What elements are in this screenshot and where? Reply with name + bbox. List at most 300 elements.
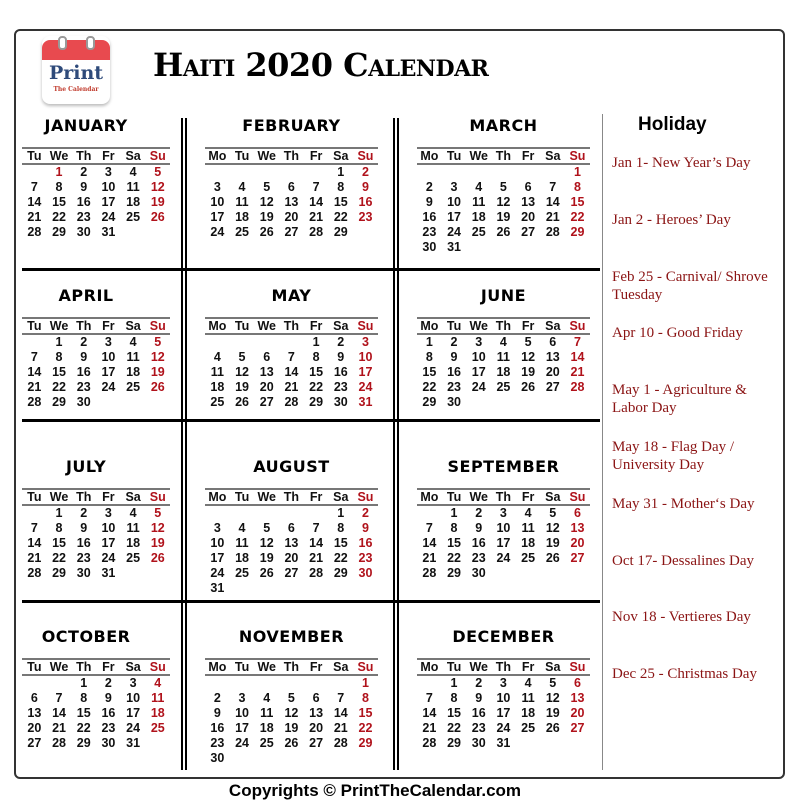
day-cell: 31 xyxy=(101,566,116,580)
day-cell: 3 xyxy=(129,676,137,690)
day-cell: 11 xyxy=(521,691,535,705)
week-row xyxy=(417,195,590,210)
day-cell: 22 xyxy=(333,551,348,565)
day-cell: 3 xyxy=(213,180,221,194)
day-cell: 30 xyxy=(101,736,116,750)
weekday-label: We xyxy=(47,491,72,506)
weekday-header xyxy=(205,491,378,506)
day-cell: 18 xyxy=(496,365,511,379)
day-cell: 24 xyxy=(496,721,511,735)
holiday-item: May 18 - Flag Day / University Day xyxy=(612,439,735,473)
empty-cell xyxy=(540,165,565,180)
weekday-label: Sa xyxy=(328,150,353,165)
day-cell: 18 xyxy=(235,210,249,224)
day-cell: 14 xyxy=(422,536,437,550)
day-cell: 28 xyxy=(27,566,42,580)
day-cell: 9 xyxy=(361,180,369,194)
day-cell: 22 xyxy=(52,380,66,394)
day-cell: 12 xyxy=(150,180,165,194)
day-cell: 25 xyxy=(235,225,249,239)
day-cell: 27 xyxy=(27,736,42,750)
week-row xyxy=(205,721,378,736)
day-cell: 13 xyxy=(521,195,536,209)
week-row xyxy=(22,395,170,410)
empty-cell xyxy=(279,676,304,691)
day-cell: 20 xyxy=(284,210,299,224)
empty-cell xyxy=(565,395,590,410)
day-cell: 10 xyxy=(126,691,141,705)
weekday-label: We xyxy=(47,150,72,165)
divider xyxy=(22,268,600,271)
day-cell: 25 xyxy=(521,721,536,735)
day-cell: 9 xyxy=(104,691,112,705)
empty-cell xyxy=(254,751,279,766)
ring-icon xyxy=(58,36,67,50)
day-cell: 2 xyxy=(80,165,88,179)
divider xyxy=(393,118,395,770)
day-cell: 30 xyxy=(76,566,91,580)
day-cell: 23 xyxy=(447,380,461,394)
empty-cell xyxy=(516,165,541,180)
weekday-label: Fr xyxy=(516,491,541,506)
day-cell: 15 xyxy=(358,706,373,720)
week-row xyxy=(205,676,378,691)
weekday-header xyxy=(417,320,590,335)
day-cell: 3 xyxy=(499,506,507,520)
day-cell: 6 xyxy=(573,506,581,520)
weekday-label: Mo xyxy=(417,320,442,335)
day-cell: 19 xyxy=(150,195,165,209)
weekday-label: Fr xyxy=(304,320,329,335)
day-cell: 2 xyxy=(425,180,433,194)
week-row xyxy=(417,721,590,736)
day-cell: 17 xyxy=(101,195,116,209)
weekday-label: Th xyxy=(71,150,96,165)
day-cell: 31 xyxy=(447,240,461,254)
day-cell: 27 xyxy=(284,225,299,239)
empty-cell xyxy=(254,676,279,691)
empty-cell xyxy=(22,676,47,691)
month-title: OCTOBER xyxy=(41,627,131,646)
day-cell: 19 xyxy=(150,536,165,550)
day-cell: 4 xyxy=(238,521,246,535)
day-cell: 31 xyxy=(358,395,373,409)
empty-cell xyxy=(145,225,170,240)
page-title: Haiti 2020 Calendar xyxy=(153,46,489,84)
calendar-icon xyxy=(42,40,110,60)
week-row xyxy=(22,180,170,195)
empty-cell xyxy=(230,506,255,521)
day-cell: 25 xyxy=(471,225,486,239)
weekday-label: Mo xyxy=(205,320,230,335)
weekday-header xyxy=(22,150,170,165)
day-cell: 15 xyxy=(447,706,461,720)
day-cell: 16 xyxy=(76,195,91,209)
day-cell: 10 xyxy=(496,521,511,535)
day-cell: 14 xyxy=(422,706,437,720)
empty-cell xyxy=(230,165,255,180)
day-cell: 8 xyxy=(450,691,458,705)
week-row xyxy=(417,210,590,225)
week-row xyxy=(22,380,170,395)
weekday-label: We xyxy=(254,661,279,676)
day-cell: 10 xyxy=(358,350,373,364)
day-cell: 26 xyxy=(150,380,165,394)
day-cell: 9 xyxy=(475,691,483,705)
empty-cell xyxy=(254,581,279,596)
weekday-label: Fr xyxy=(96,150,121,165)
day-cell: 30 xyxy=(422,240,437,254)
day-cell: 9 xyxy=(213,706,221,720)
week-row xyxy=(417,350,590,365)
day-cell: 16 xyxy=(358,195,373,209)
empty-cell xyxy=(279,335,304,350)
day-cell: 18 xyxy=(471,210,486,224)
day-cell: 19 xyxy=(150,365,165,379)
weekday-header xyxy=(417,661,590,676)
day-cell: 11 xyxy=(235,536,249,550)
holiday-separator xyxy=(602,114,603,770)
day-cell: 8 xyxy=(55,180,63,194)
day-cell: 14 xyxy=(284,365,299,379)
empty-cell xyxy=(304,676,329,691)
day-cell: 13 xyxy=(570,521,585,535)
day-cell: 24 xyxy=(235,736,249,750)
day-cell: 27 xyxy=(284,566,299,580)
day-cell: 15 xyxy=(52,365,66,379)
week-row xyxy=(417,551,590,566)
day-cell: 2 xyxy=(361,506,369,520)
day-cell: 18 xyxy=(210,380,225,394)
day-cell: 9 xyxy=(475,521,483,535)
day-cell: 25 xyxy=(259,736,274,750)
day-cell: 27 xyxy=(545,380,560,394)
weekday-label: We xyxy=(47,661,72,676)
rule xyxy=(22,147,170,149)
divider xyxy=(397,118,399,770)
empty-cell xyxy=(516,566,541,581)
day-cell: 27 xyxy=(259,395,274,409)
week-row xyxy=(205,395,378,410)
day-cell: 23 xyxy=(471,721,486,735)
empty-cell xyxy=(491,165,516,180)
empty-cell xyxy=(22,506,47,521)
day-cell: 10 xyxy=(210,536,225,550)
weekday-label: We xyxy=(466,491,491,506)
week-row xyxy=(205,751,378,766)
week-row xyxy=(205,536,378,551)
week-row xyxy=(417,536,590,551)
weekday-label: Tu xyxy=(230,491,255,506)
day-cell: 8 xyxy=(337,521,345,535)
day-cell: 22 xyxy=(333,210,348,224)
day-cell: 9 xyxy=(80,180,88,194)
empty-cell xyxy=(205,165,230,180)
empty-cell xyxy=(96,395,121,410)
day-cell: 4 xyxy=(129,165,137,179)
empty-cell xyxy=(565,736,590,751)
day-cell: 15 xyxy=(570,195,585,209)
week-row xyxy=(205,165,378,180)
week-row xyxy=(205,521,378,536)
day-cell: 3 xyxy=(213,521,221,535)
day-cell: 29 xyxy=(333,225,348,239)
day-cell: 25 xyxy=(126,380,141,394)
weekday-label: Fr xyxy=(304,150,329,165)
day-cell: 10 xyxy=(235,706,249,720)
day-cell: 6 xyxy=(312,691,320,705)
day-cell: 12 xyxy=(150,521,165,535)
day-cell: 21 xyxy=(27,551,42,565)
day-cell: 13 xyxy=(27,706,42,720)
month-title: JUNE xyxy=(480,286,527,305)
weekday-label: Tu xyxy=(442,491,467,506)
day-cell: 8 xyxy=(337,180,345,194)
day-cell: 1 xyxy=(55,165,63,179)
weekday-label: Fr xyxy=(96,661,121,676)
divider xyxy=(185,118,187,770)
weekday-label: We xyxy=(466,661,491,676)
logo-text: Print xyxy=(48,62,104,84)
day-cell: 6 xyxy=(287,521,295,535)
day-cell: 29 xyxy=(422,395,437,409)
weekday-label: Th xyxy=(491,661,516,676)
week-row xyxy=(22,736,170,751)
weekday-label: Sa xyxy=(121,320,146,335)
empty-cell xyxy=(466,395,491,410)
day-cell: 8 xyxy=(450,521,458,535)
day-cell: 26 xyxy=(545,721,560,735)
empty-cell xyxy=(491,240,516,255)
empty-cell xyxy=(145,395,170,410)
weekday-label: We xyxy=(466,150,491,165)
week-row xyxy=(417,506,590,521)
empty-cell xyxy=(540,240,565,255)
day-cell: 28 xyxy=(422,736,437,750)
weekday-label: Tu xyxy=(22,491,47,506)
weekday-label: Th xyxy=(71,661,96,676)
weekday-label: Tu xyxy=(442,150,467,165)
day-cell: 20 xyxy=(259,380,274,394)
day-cell: 29 xyxy=(447,736,461,750)
day-cell: 1 xyxy=(80,676,88,690)
weekday-label: Sa xyxy=(540,661,565,676)
empty-cell xyxy=(279,581,304,596)
weekday-label: Th xyxy=(71,491,96,506)
weekday-label: Tu xyxy=(442,320,467,335)
weekday-label: Tu xyxy=(230,150,255,165)
weekday-label: Tu xyxy=(22,320,47,335)
day-cell: 8 xyxy=(361,691,369,705)
day-cell: 5 xyxy=(154,165,162,179)
week-row xyxy=(205,506,378,521)
empty-cell xyxy=(328,581,353,596)
week-row xyxy=(22,210,170,225)
day-cell: 16 xyxy=(422,210,437,224)
weekday-label: Th xyxy=(491,491,516,506)
weekday-label: Fr xyxy=(516,150,541,165)
day-cell: 15 xyxy=(52,536,66,550)
weekday-label: Mo xyxy=(417,661,442,676)
day-cell: 23 xyxy=(422,225,437,239)
empty-cell xyxy=(491,566,516,581)
day-cell: 19 xyxy=(545,706,560,720)
print-the-calendar-logo[interactable] xyxy=(42,36,110,104)
day-cell: 27 xyxy=(309,736,324,750)
weekday-label: Mo xyxy=(417,150,442,165)
day-cell: 22 xyxy=(358,721,373,735)
day-cell: 1 xyxy=(55,506,63,520)
rule xyxy=(22,658,170,660)
week-row xyxy=(22,225,170,240)
day-cell: 2 xyxy=(361,165,369,179)
weekday-label: Sa xyxy=(121,491,146,506)
day-cell: 14 xyxy=(27,536,42,550)
day-cell: 18 xyxy=(150,706,165,720)
week-row xyxy=(205,706,378,721)
week-row xyxy=(417,566,590,581)
empty-cell xyxy=(328,676,353,691)
day-cell: 22 xyxy=(447,721,461,735)
day-cell: 1 xyxy=(425,335,433,349)
day-cell: 26 xyxy=(259,225,274,239)
holiday-item: Jan 1- New Year’s Day xyxy=(612,155,751,171)
day-cell: 14 xyxy=(27,365,42,379)
day-cell: 13 xyxy=(545,350,560,364)
day-cell: 1 xyxy=(450,676,458,690)
weekday-label: Sa xyxy=(328,491,353,506)
day-cell: 19 xyxy=(496,210,511,224)
day-cell: 29 xyxy=(333,566,348,580)
holiday-item: May 1 - Agriculture & Labor Day xyxy=(612,382,747,417)
week-row xyxy=(205,551,378,566)
day-cell: 26 xyxy=(150,551,165,565)
day-cell: 20 xyxy=(545,365,560,379)
weekday-label: We xyxy=(466,320,491,335)
day-cell: 28 xyxy=(309,566,324,580)
day-cell: 7 xyxy=(30,350,38,364)
holiday-item: Oct 17- Dessalines Day xyxy=(612,552,755,569)
day-cell: 12 xyxy=(259,536,274,550)
day-cell: 20 xyxy=(570,706,585,720)
day-cell: 15 xyxy=(52,195,66,209)
day-cell: 12 xyxy=(496,195,511,209)
day-cell: 2 xyxy=(337,335,345,349)
holiday-item: Feb 25 - Carnival/ Shrove Tuesday xyxy=(612,268,768,303)
day-cell: 28 xyxy=(309,225,324,239)
week-row xyxy=(22,521,170,536)
day-cell: 25 xyxy=(150,721,165,735)
week-row xyxy=(205,736,378,751)
week-row xyxy=(22,676,170,691)
day-cell: 13 xyxy=(570,691,585,705)
weekday-label: Fr xyxy=(96,491,121,506)
day-cell: 4 xyxy=(499,335,507,349)
ring-icon xyxy=(86,36,95,50)
empty-cell xyxy=(254,165,279,180)
day-cell: 2 xyxy=(475,676,483,690)
empty-cell xyxy=(254,335,279,350)
day-cell: 10 xyxy=(101,180,116,194)
day-cell: 11 xyxy=(126,350,140,364)
day-cell: 13 xyxy=(309,706,324,720)
day-cell: 17 xyxy=(126,706,141,720)
weekday-label: Su xyxy=(565,491,590,506)
empty-cell xyxy=(304,165,329,180)
day-cell: 30 xyxy=(471,736,486,750)
week-row xyxy=(205,225,378,240)
empty-cell xyxy=(279,165,304,180)
day-cell: 8 xyxy=(312,350,320,364)
day-cell: 23 xyxy=(333,380,348,394)
divider xyxy=(22,419,600,422)
day-cell: 15 xyxy=(309,365,324,379)
day-cell: 24 xyxy=(101,551,116,565)
day-cell: 9 xyxy=(361,521,369,535)
day-cell: 19 xyxy=(545,536,560,550)
week-row xyxy=(205,335,378,350)
weekday-label: Su xyxy=(145,661,170,676)
day-cell: 7 xyxy=(30,521,38,535)
day-cell: 11 xyxy=(126,521,140,535)
day-cell: 15 xyxy=(333,195,348,209)
day-cell: 9 xyxy=(337,350,345,364)
weekday-label: Tu xyxy=(22,150,47,165)
day-cell: 22 xyxy=(52,551,66,565)
weekday-label: Su xyxy=(353,320,378,335)
day-cell: 16 xyxy=(358,536,373,550)
week-row xyxy=(22,165,170,180)
day-cell: 7 xyxy=(337,691,345,705)
day-cell: 2 xyxy=(80,506,88,520)
day-cell: 18 xyxy=(521,536,536,550)
empty-cell xyxy=(540,566,565,581)
day-cell: 7 xyxy=(425,521,433,535)
day-cell: 21 xyxy=(422,721,437,735)
day-cell: 4 xyxy=(263,691,271,705)
day-cell: 17 xyxy=(101,536,116,550)
weekday-label: Fr xyxy=(96,320,121,335)
empty-cell xyxy=(466,165,491,180)
empty-cell xyxy=(205,676,230,691)
month-title: SEPTEMBER xyxy=(447,457,560,476)
day-cell: 16 xyxy=(76,365,91,379)
day-cell: 20 xyxy=(309,721,324,735)
day-cell: 14 xyxy=(52,706,66,720)
day-cell: 23 xyxy=(76,210,91,224)
day-cell: 28 xyxy=(333,736,348,750)
week-row xyxy=(417,240,590,255)
day-cell: 21 xyxy=(422,551,437,565)
day-cell: 25 xyxy=(210,395,225,409)
weekday-header xyxy=(205,320,378,335)
day-cell: 18 xyxy=(521,706,536,720)
day-cell: 30 xyxy=(76,225,91,239)
day-cell: 11 xyxy=(472,195,486,209)
day-cell: 11 xyxy=(151,691,165,705)
day-cell: 3 xyxy=(238,691,246,705)
day-cell: 10 xyxy=(101,521,116,535)
weekday-label: Su xyxy=(353,661,378,676)
day-cell: 2 xyxy=(80,335,88,349)
weekday-label: Fr xyxy=(516,661,541,676)
day-cell: 21 xyxy=(27,210,42,224)
day-cell: 1 xyxy=(573,165,581,179)
weekday-label: Su xyxy=(145,491,170,506)
day-cell: 6 xyxy=(524,180,532,194)
day-cell: 5 xyxy=(238,350,246,364)
weekday-label: Sa xyxy=(540,491,565,506)
